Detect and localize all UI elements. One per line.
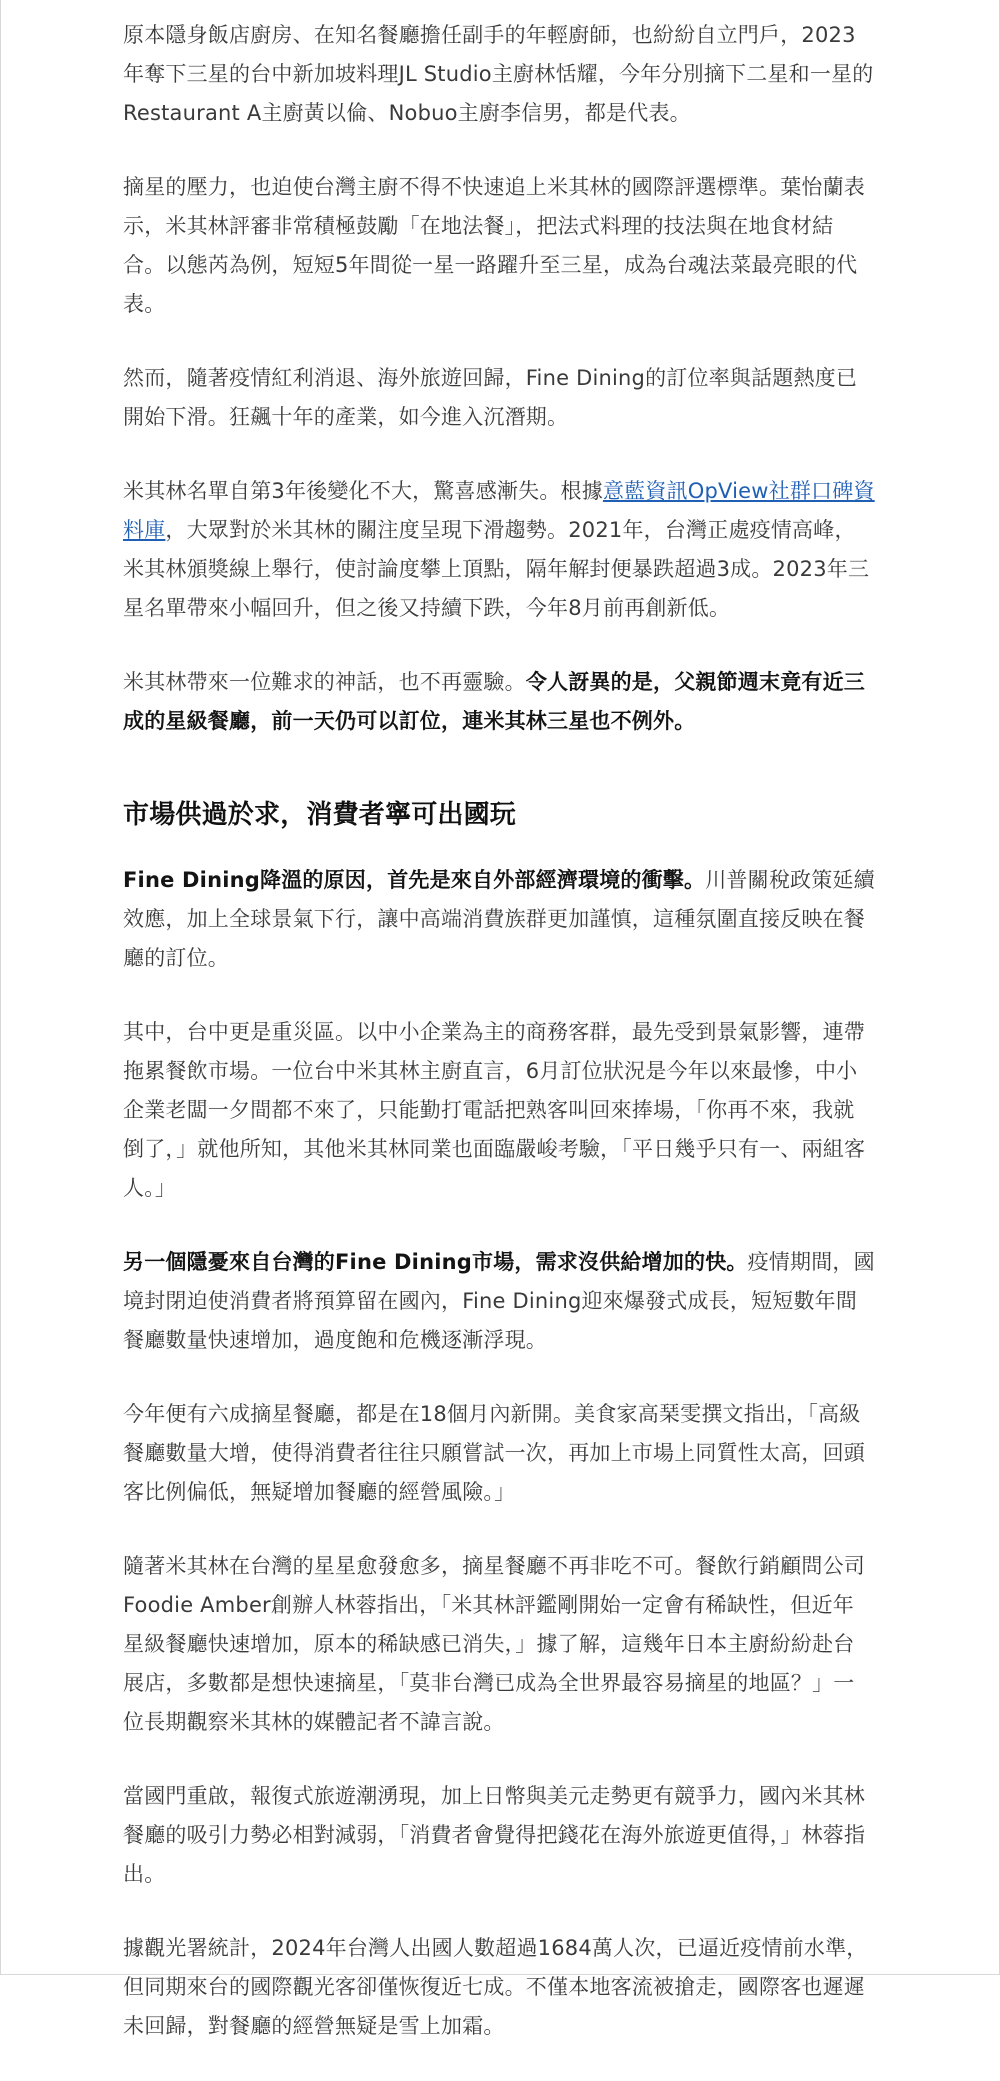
paragraph — [123, 663, 875, 741]
paragraph-text: 疫情期間，國境封閉迫使消費者將預算留在國內，Fine Dining迎來爆發式成長，短短數年間餐廳數量快速增加，過度飽和危機逐漸浮現。 — [123, 1250, 875, 1352]
paragraph: 其中，台中更是重災區。以中小企業為主的商務客群，最先受到景氣影響，連帶拖累餐飲市場。一位台中米其林主廚直言，6月訂位狀況是今年以來最慘，中小企業老闆一夕間都不來了，只能勤打電話把熟客叫回來捧場，「你再不來，我就倒了，」就他所知，其他米其林同業也面臨嚴峻考驗，「平日幾乎只有一、兩組客人。」 — [123, 1020, 866, 1200]
article-body — [123, 16, 875, 2081]
paragraph: 今年便有六成摘星餐廳，都是在18個月內新開。美食家高琹雯撰文指出，「高級餐廳數量大增，使得消費者往往只願嘗試一次，再加上市場上同質性太高，回頭客比例偏低，無疑增加餐廳的經營風險。」 — [123, 1402, 865, 1504]
paragraph: 然而，隨著疫情紅利消退、海外旅遊回歸，Fine Dining的訂位率與話題熱度已開始下滑。狂飆十年的產業，如今進入沉潛期。 — [123, 366, 858, 429]
paragraph: 據觀光署統計，2024年台灣人出國人數超過1684萬人次，已逼近疫情前水準，但同期來台的國際觀光客卻僅恢復近七成。不僅本地客流被搶走，國際客也遲遲未回歸，對餐廳的經營無疑是雪上加霜。 — [123, 1936, 868, 2038]
paragraph — [123, 1243, 875, 1360]
paragraph: 摘星的壓力，也迫使台灣主廚不得不快速追上米其林的國際評選標準。葉怡蘭表示，米其林評審非常積極鼓勵「在地法餐」，把法式料理的技法與在地食材結合。以態芮為例，短短5年間從一星一路躍升至三星，成為台魂法菜最亮眼的代表。 — [123, 175, 865, 316]
paragraph-text: 川普關稅政策延續效應，加上全球景氣下行，讓中高端消費族群更加謹慎，這種氛圍直接反映在餐廳的訂位。 — [123, 868, 875, 970]
paragraph — [123, 861, 875, 978]
emphasis-text: Fine Dining降溫的原因，首先是來自外部經濟環境的衝擊。 — [123, 868, 706, 892]
section-heading: 市場供過於求，消費者寧可出國玩 — [123, 800, 517, 830]
paragraph — [123, 472, 875, 628]
paragraph: 原本隱身飯店廚房、在知名餐廳擔任副手的年輕廚師，也紛紛自立門戶，2023年奪下三星的台中新加坡料理JL Studio主廚林恬耀，今年分別摘下二星和一星的Restaurant A主廚黃以倫、Nobuo主廚李信男，都是代表。 — [123, 23, 874, 125]
emphasis-text: 另一個隱憂來自台灣的Fine Dining市場，需求沒供給增加的快。 — [123, 1250, 748, 1274]
opview-database-link[interactable]: 意藍資訊OpView社群口碑資料庫 — [123, 479, 875, 542]
paragraph-text: 米其林名單自第3年後變化不大，驚喜感漸失。根據 — [123, 479, 603, 503]
paragraph-text: ，大眾對於米其林的關注度呈現下滑趨勢。2021年，台灣正處疫情高峰，米其林頒獎線上舉行，使討論度攀上頂點，隔年解封便暴跌超過3成。2023年三星名單帶來小幅回升，但之後又持續下跌，今年8月前再創新低。 — [123, 518, 870, 620]
emphasis-text: 令人訝異的是，父親節週末竟有近三成的星級餐廳，前一天仍可以訂位，連米其林三星也不例外。 — [123, 670, 866, 733]
paragraph: 當國門重啟，報復式旅遊潮湧現，加上日幣與美元走勢更有競爭力，國內米其林餐廳的吸引力勢必相對減弱，「消費者會覺得把錢花在海外旅遊更值得，」林蓉指出。 — [123, 1784, 866, 1886]
paragraph: 隨著米其林在台灣的星星愈發愈多，摘星餐廳不再非吃不可。餐飲行銷顧問公司Foodie Amber創辦人林蓉指出，「米其林評鑑剛開始一定會有稀缺性，但近年星級餐廳快速增加，原本的稀缺感已消失，」據了解，這幾年日本主廚紛紛赴台展店，多數都是想快速摘星，「莫非台灣已成為全世界最容易摘星的地區？」一位長期觀察米其林的媒體記者不諱言說。 — [123, 1554, 865, 1734]
paragraph-text: 米其林帶來一位難求的神話，也不再靈驗。 — [123, 670, 526, 694]
